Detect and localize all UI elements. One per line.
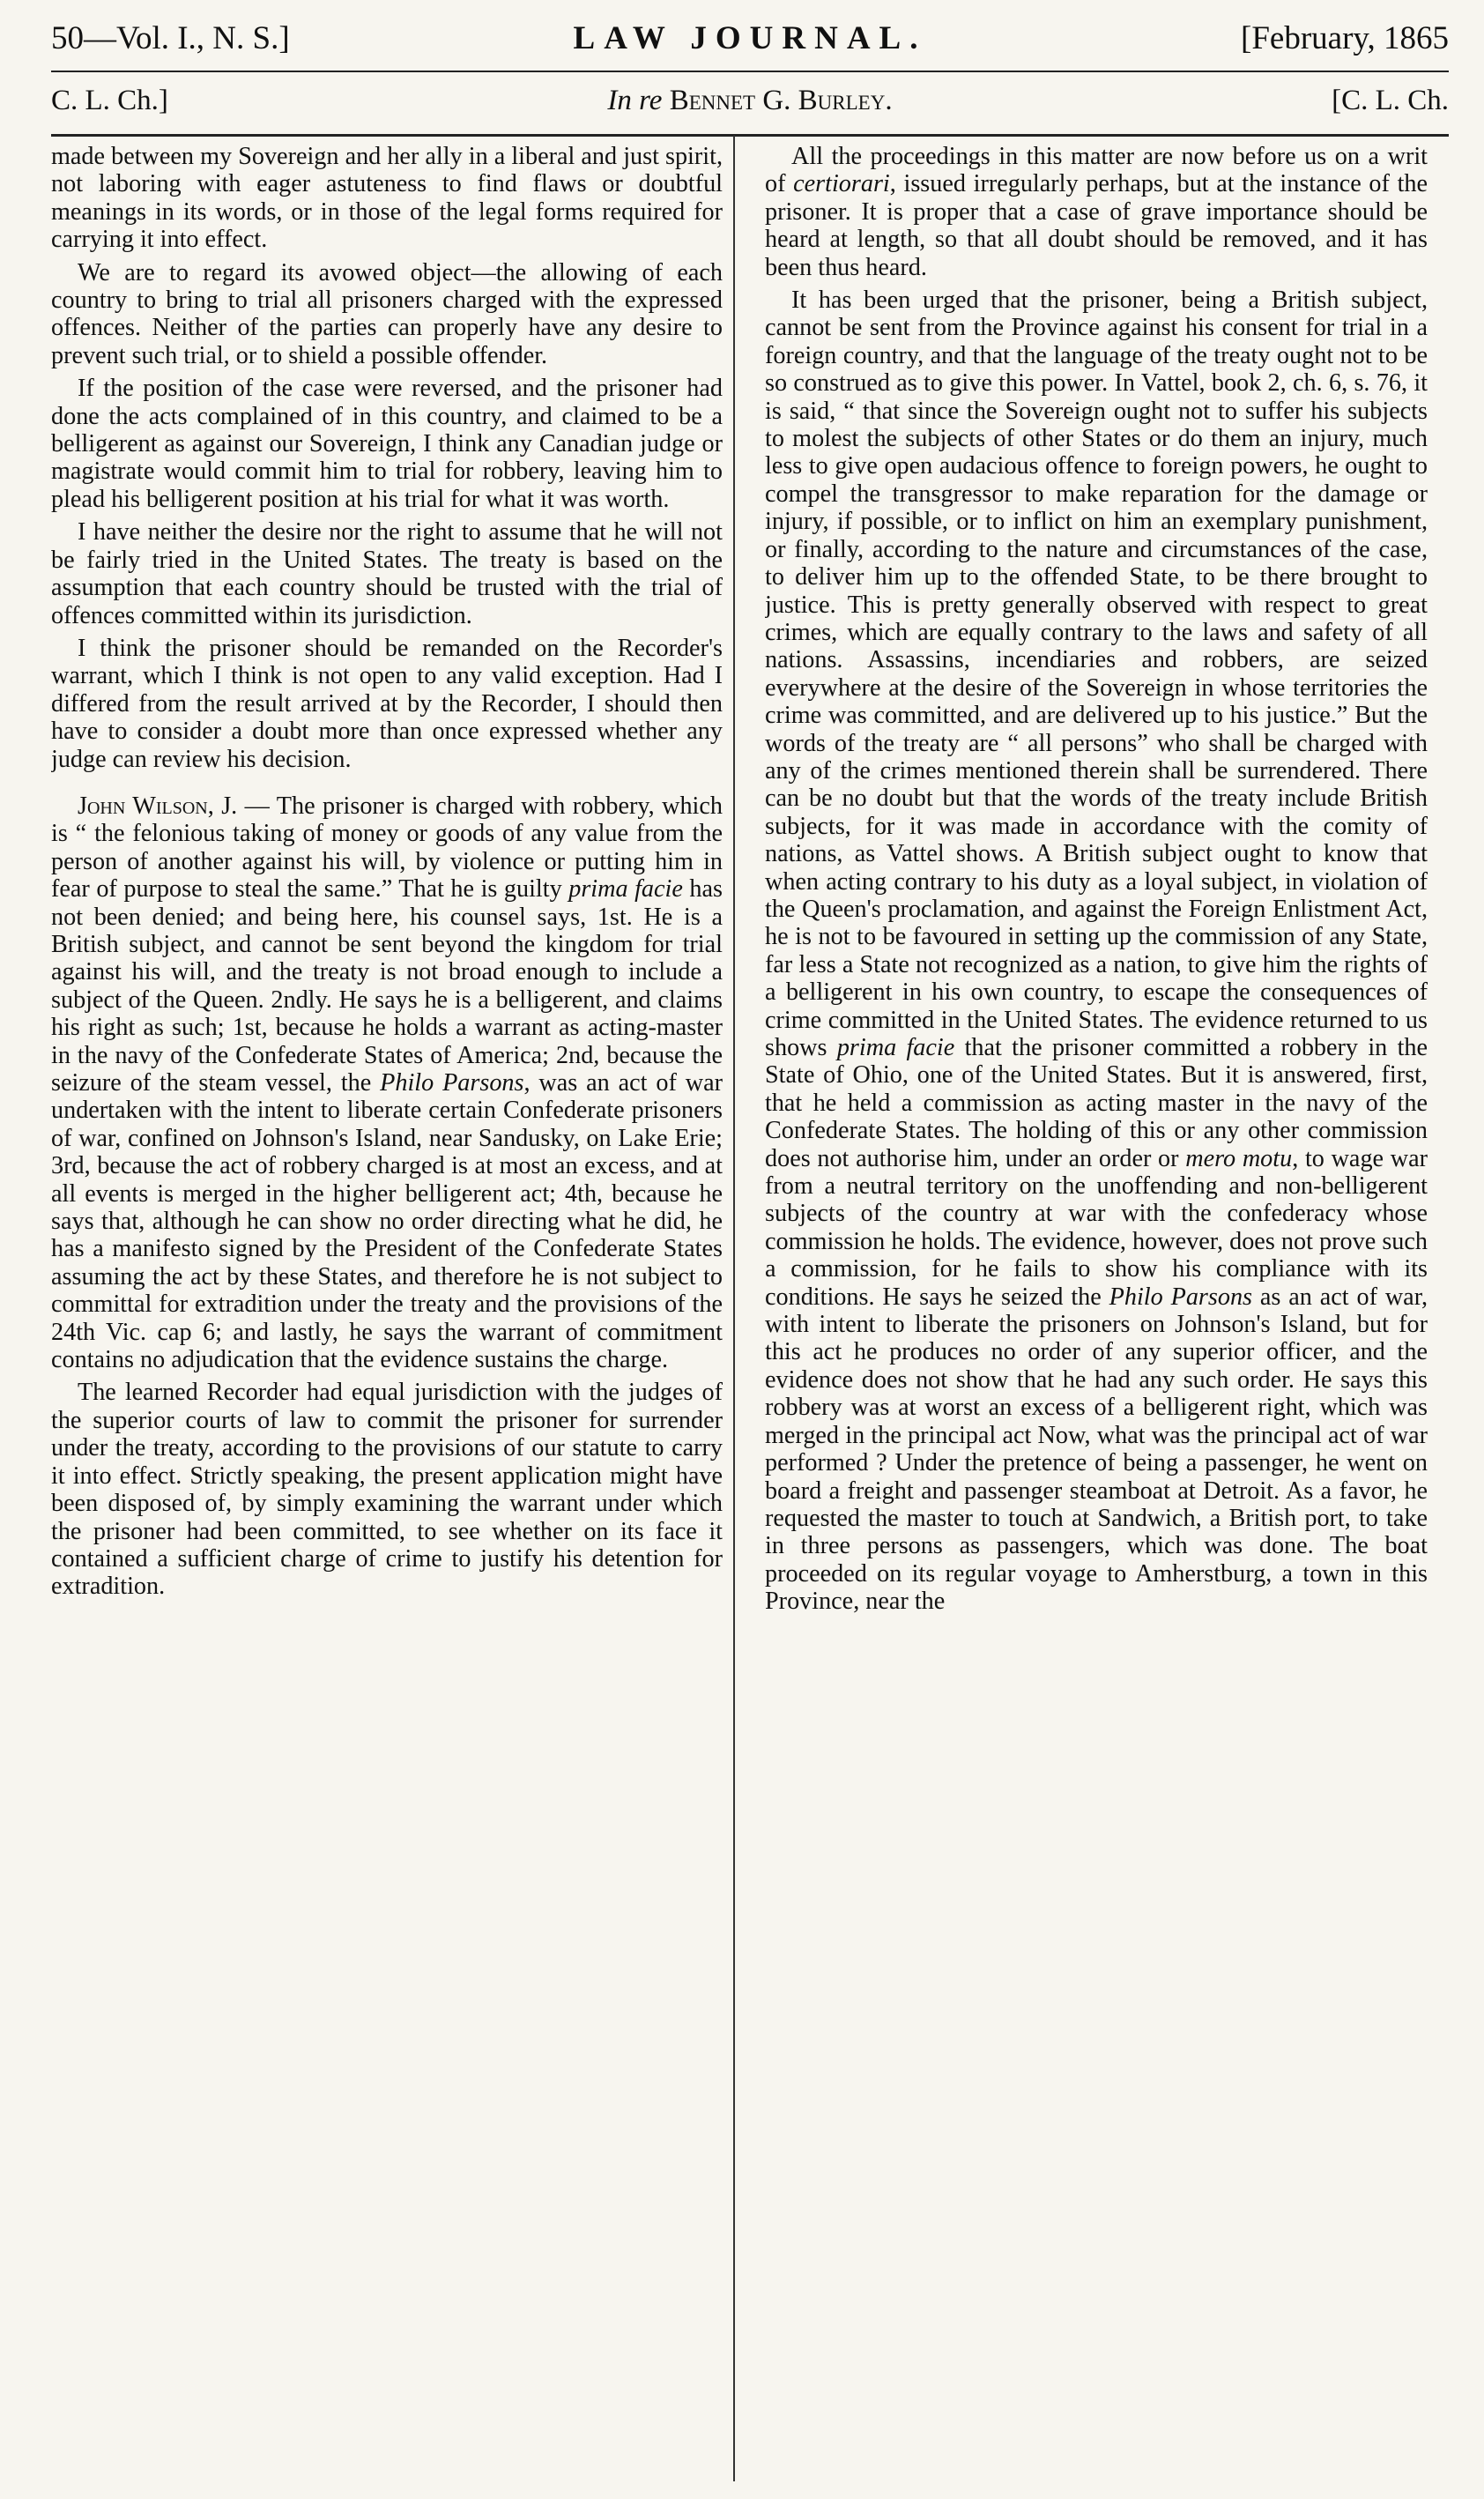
- paragraph-text: that the prisoner committed a robbery in the State of Ohio, one of the United States. But it is answered, first, that he held a commission as acting master in the navy of the Confederate States. The holding of this or any other commission does not authorise him, under an order or: [765, 1034, 1428, 1172]
- paragraph: [51, 635, 723, 773]
- issue-date: [February, 1865: [1241, 20, 1449, 56]
- header-rule: [51, 71, 1449, 72]
- paragraph: [765, 286, 1428, 1616]
- paragraph-text: made between my Sovereign and her ally in a liberal and just spirit, not laboring with eager astuteness to find flaws or doubtful meanings in its words, or in those of the legal forms required for carrying it into effect.: [51, 143, 723, 254]
- paragraph-text: prima facie: [836, 1034, 955, 1061]
- paragraph-text: I have neither the desire nor the right to assume that he will not be fairly tried in the United States. The treaty is based on the assumption that each country should be trusted with the trial of offences committed within its jurisdiction.: [51, 518, 723, 629]
- paragraph: [51, 259, 723, 370]
- paragraph-text: It has been urged that the prisoner, being a British subject, cannot be sent from the Province against his consent for trial in a foreign country, and that the language of the treaty ought not to be so construed as to give this power. In Vattel, book 2, ch. 6, s. 76, it is said, “ that since the Sovereign ought not to suffer his subjects to molest the subjects of other States or do them an injury, much less to give open audacious offence to foreign powers, he ought to compel the transgressor to make reparation for the damage or injury, if possible, or to inflict on him an exemplary punishment, or finally, according to the nature and circumstances of the case, to deliver him up to the offended State, to be there brought to justice. This is pretty generally observed with respect to great crimes, which are equally contrary to the laws and safety of all nations. Assassins, incendiaries and robbers, are seized everywhere at the desire of the Sovereign in whose territories the crime was committed, and are delivered up to his justice.” But the words of the treaty are “ all persons” who shall be charged with any of the crimes mentioned therein shall be surrendered. There can be no doubt but that the words of the treaty include British subjects, for it was made in accordance with the comity of nations, as Vattel shows. A British subject ought to know that when acting contrary to his duty as a loyal subject, in violation of the Queen's proclamation, and against the Foreign Enlistment Act, he is not to be favoured in setting up the commission of any State, far less a State not recognized as a nation, to give him the rights of a belligerent in his own country, to escape the consequences of crime committed in the United States. The evidence returned to us shows: [765, 286, 1428, 1061]
- paragraph-text: prima facie: [568, 875, 683, 904]
- paragraph: [51, 143, 723, 254]
- paragraph-text: as an act of war, with intent to liberate the prisoners on Johnson's Island, but for this act he produces no order of any superior officer, and the evidence does not show that he had any such order. He says this robbery was at worst an excess of a belligerent right, which was merged in the principal act Now, what was the principal act of war performed ? Under the pretence of being a passenger, he went on board a freight and passenger steamboat at Detroit. As a favor, he requested the master to touch at Sandwich, a British port, to take in three persons as passengers, which was done. The boat proceeded on its regular voyage to Amherstburg, a town in this Province, near the: [765, 1283, 1428, 1616]
- court-label-left: C. L. Ch.]: [51, 85, 168, 116]
- running-header: [51, 19, 1449, 72]
- paragraph-text: We are to regard its avowed object—the allowing of each country to bring to trial all prisoners charged with the expressed offences. Neither of the parties can properly have any desire to prevent such trial, or to shield a possible offender.: [51, 258, 723, 369]
- paragraph-text: I think the prisoner should be remanded on the Recorder's warrant, which I think is not open to any valid exception. Had I differed from the result arrived at by the Recorder, I should then have to consider a doubt more than once expressed whether any judge can review his decision.: [51, 634, 723, 773]
- paragraph-text: , issued irregularly perhaps, but at the instance of the prisoner. It is proper that a case of grave importance should be heard at length, so that all doubt should be removed, and it has been thus heard.: [765, 170, 1428, 281]
- paragraph-text: Philo Parsons: [380, 1069, 524, 1097]
- paragraph-text: The learned Recorder had equal jurisdiction with the judges of the superior courts of law to commit the prisoner for surrender under the treaty, according to the provisions of our statute to carry it into effect. Strictly speaking, the present application might have been disposed of, by simply examining the warrant under which the prisoner had been committed, to see whether on its face it contained a sufficient charge of crime to justify his detention for extradition.: [51, 1379, 723, 1601]
- paragraph-text: , to wage war from a neutral territory on the unoffending and non-belligerent subjects of the country at war with the confederacy whose commission he holds. The evidence, however, does not prove such a commission, for he fails to show his compliance with its conditions. He says he seized the: [765, 1144, 1428, 1311]
- paragraph: [51, 375, 723, 513]
- case-title: [607, 85, 892, 117]
- paragraph-text: If the position of the case were reversed, and the prisoner had done the acts complained of in this country, and claimed to be a belligerent as against our Sovereign, I think any Canadian judge or magistrate would commit him to trial for robbery, leaving him to plead his belligerent position at his trial for what it was worth.: [51, 375, 723, 513]
- paragraph-text: Philo Parsons: [1109, 1283, 1253, 1311]
- paragraph-text: , was an act of war undertaken with the intent to liberate certain Confederate prisoners of war, confined on Johnson's Island, near Sandusky, on Lake Erie; 3rd, because the act of robbery charged is at most an excess, and at all events is merged in the higher belligerent act; 4th, because he says that, although he can show no order directing what he did, he has a manifesto signed by the President of the Confederate States assuming the act by these States, and therefore he is not subject to committal for extradition under the treaty and the provisions of the 24th Vic. cap 6; and lastly, he says the warrant of commitment contains no adjudication that the evidence sustains the charge.: [51, 1069, 723, 1374]
- paragraph-text: certiorari: [793, 170, 890, 198]
- case-header: [51, 85, 1449, 134]
- case-title-prefix: In re: [607, 85, 663, 116]
- paragraph-text: — The prisoner is charged with robbery, which is “ the felonious taking of money or goods of any value from the person of another against his will, by violence or putting him in fear of purpose to steal the same.” That he is guilty: [51, 792, 723, 904]
- paragraph: [765, 143, 1428, 281]
- case-header-rule: [51, 134, 1449, 137]
- paragraph: [51, 1379, 723, 1600]
- paragraph-text: John Wilson, J.: [78, 792, 238, 820]
- case-title-name: Bennet G. Burley.: [669, 85, 893, 116]
- paragraph: [51, 518, 723, 629]
- page-volume-label: 50—Vol. I., N. S.]: [51, 20, 290, 56]
- right-column: [765, 143, 1428, 2479]
- paragraph-text: mero motu: [1185, 1144, 1293, 1172]
- paragraph: [51, 792, 723, 1374]
- court-label-right: [C. L. Ch.: [1332, 85, 1449, 116]
- paragraph-text: has not been denied; and being here, his counsel says, 1st. He is a British subject, and cannot be sent beyond the kingdom for trial against his will, and the treaty is not broad enough to include a subject of the Queen. 2ndly. He says he is a belligerent, and claims his right as such; 1st, because he holds a warrant as acting-master in the navy of the Confederate States of America; 2nd, because the seizure of the steam vessel, the: [51, 875, 723, 1097]
- column-divider: [733, 136, 735, 2481]
- journal-title: LAW JOURNAL.: [573, 20, 927, 56]
- paragraph-text: All the proceedings in this matter are now before us on a writ of: [765, 143, 1428, 198]
- left-column: [51, 143, 723, 2479]
